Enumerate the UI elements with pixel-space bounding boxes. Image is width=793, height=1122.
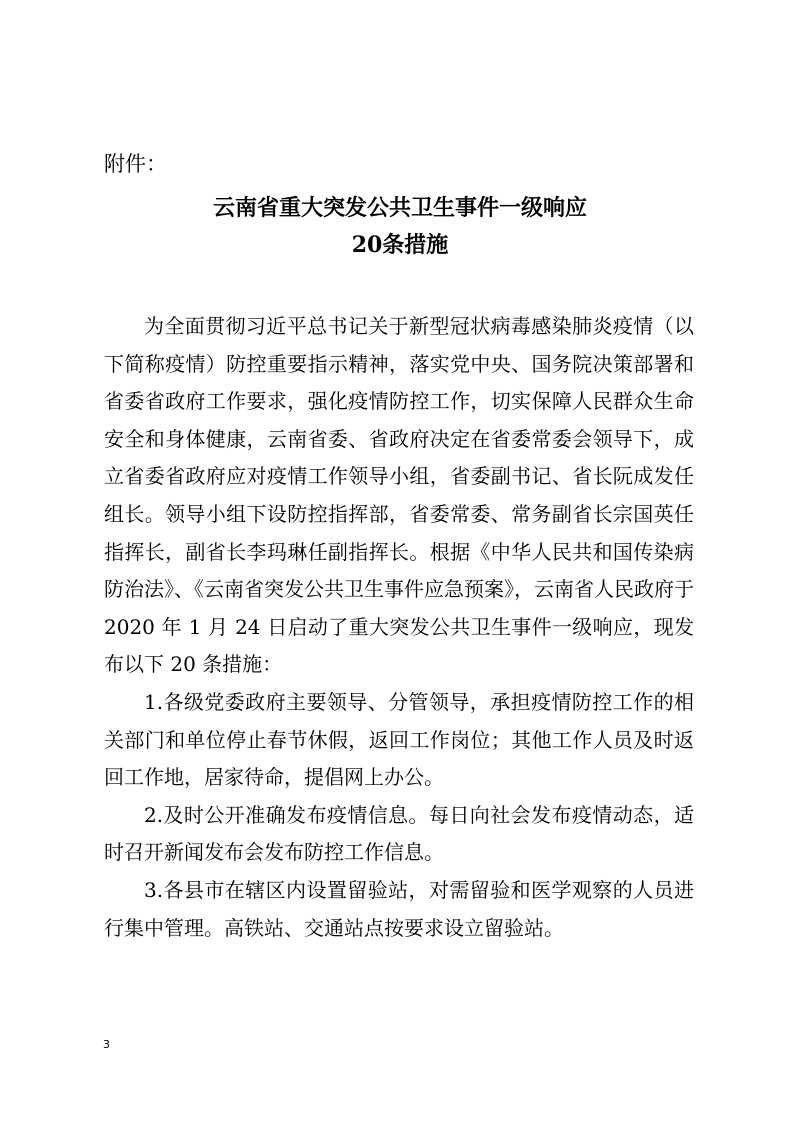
document-title-line1: 云南省重大突发公共卫生事件一级响应 <box>212 195 587 221</box>
document-title-line2: 20条措施 <box>351 232 449 258</box>
measure-3-paragraph: 3.各县市在辖区内设置留验站，对需留验和医学观察的人员进行集中管理。高铁站、交通站点按要求设立留验站。 <box>104 877 694 940</box>
measure-1-paragraph: 1.各级党委政府主要领导、分管领导，承担疫情防控工作的相关部门和单位停止春节休假，返回工作岗位；其他工作人员及时返回工作地，居家待命，提倡网上办公。 <box>104 689 694 790</box>
page-number: 3 <box>103 1038 110 1051</box>
attachment-label: 附件： <box>104 152 167 176</box>
intro-paragraph: 为全面贯彻习近平总书记关于新型冠状病毒感染肺炎疫情（以下简称疫情）防控重要指示精神，落实党中央、国务院决策部署和省委省政府工作要求，强化疫情防控工作，切实保障人民群众生命安全和身体健康，云南省委、省政府决定在省委常委会领导下，成立省委省政府应对疫情工作领导小组，省委副书记、省长阮成发任组长。领导小组下设防控指挥部，省委常委、常务副省长宗国英任指挥长，副省长李玛琳任副指挥长。根据《中华人民共和国传染病防治法》、《云南省突发公共卫生事件应急预案》，云南省人民政府于 2020 年 1 月 24 日启动了重大突发公共卫生事件一级响应，现发布以下 20 条措施： <box>104 314 694 677</box>
measure-2-paragraph: 2.及时公开准确发布疫情信息。每日向社会发布疫情动态，适时召开新闻发布会发布防控工作信息。 <box>104 802 694 865</box>
document-body <box>104 308 694 947</box>
